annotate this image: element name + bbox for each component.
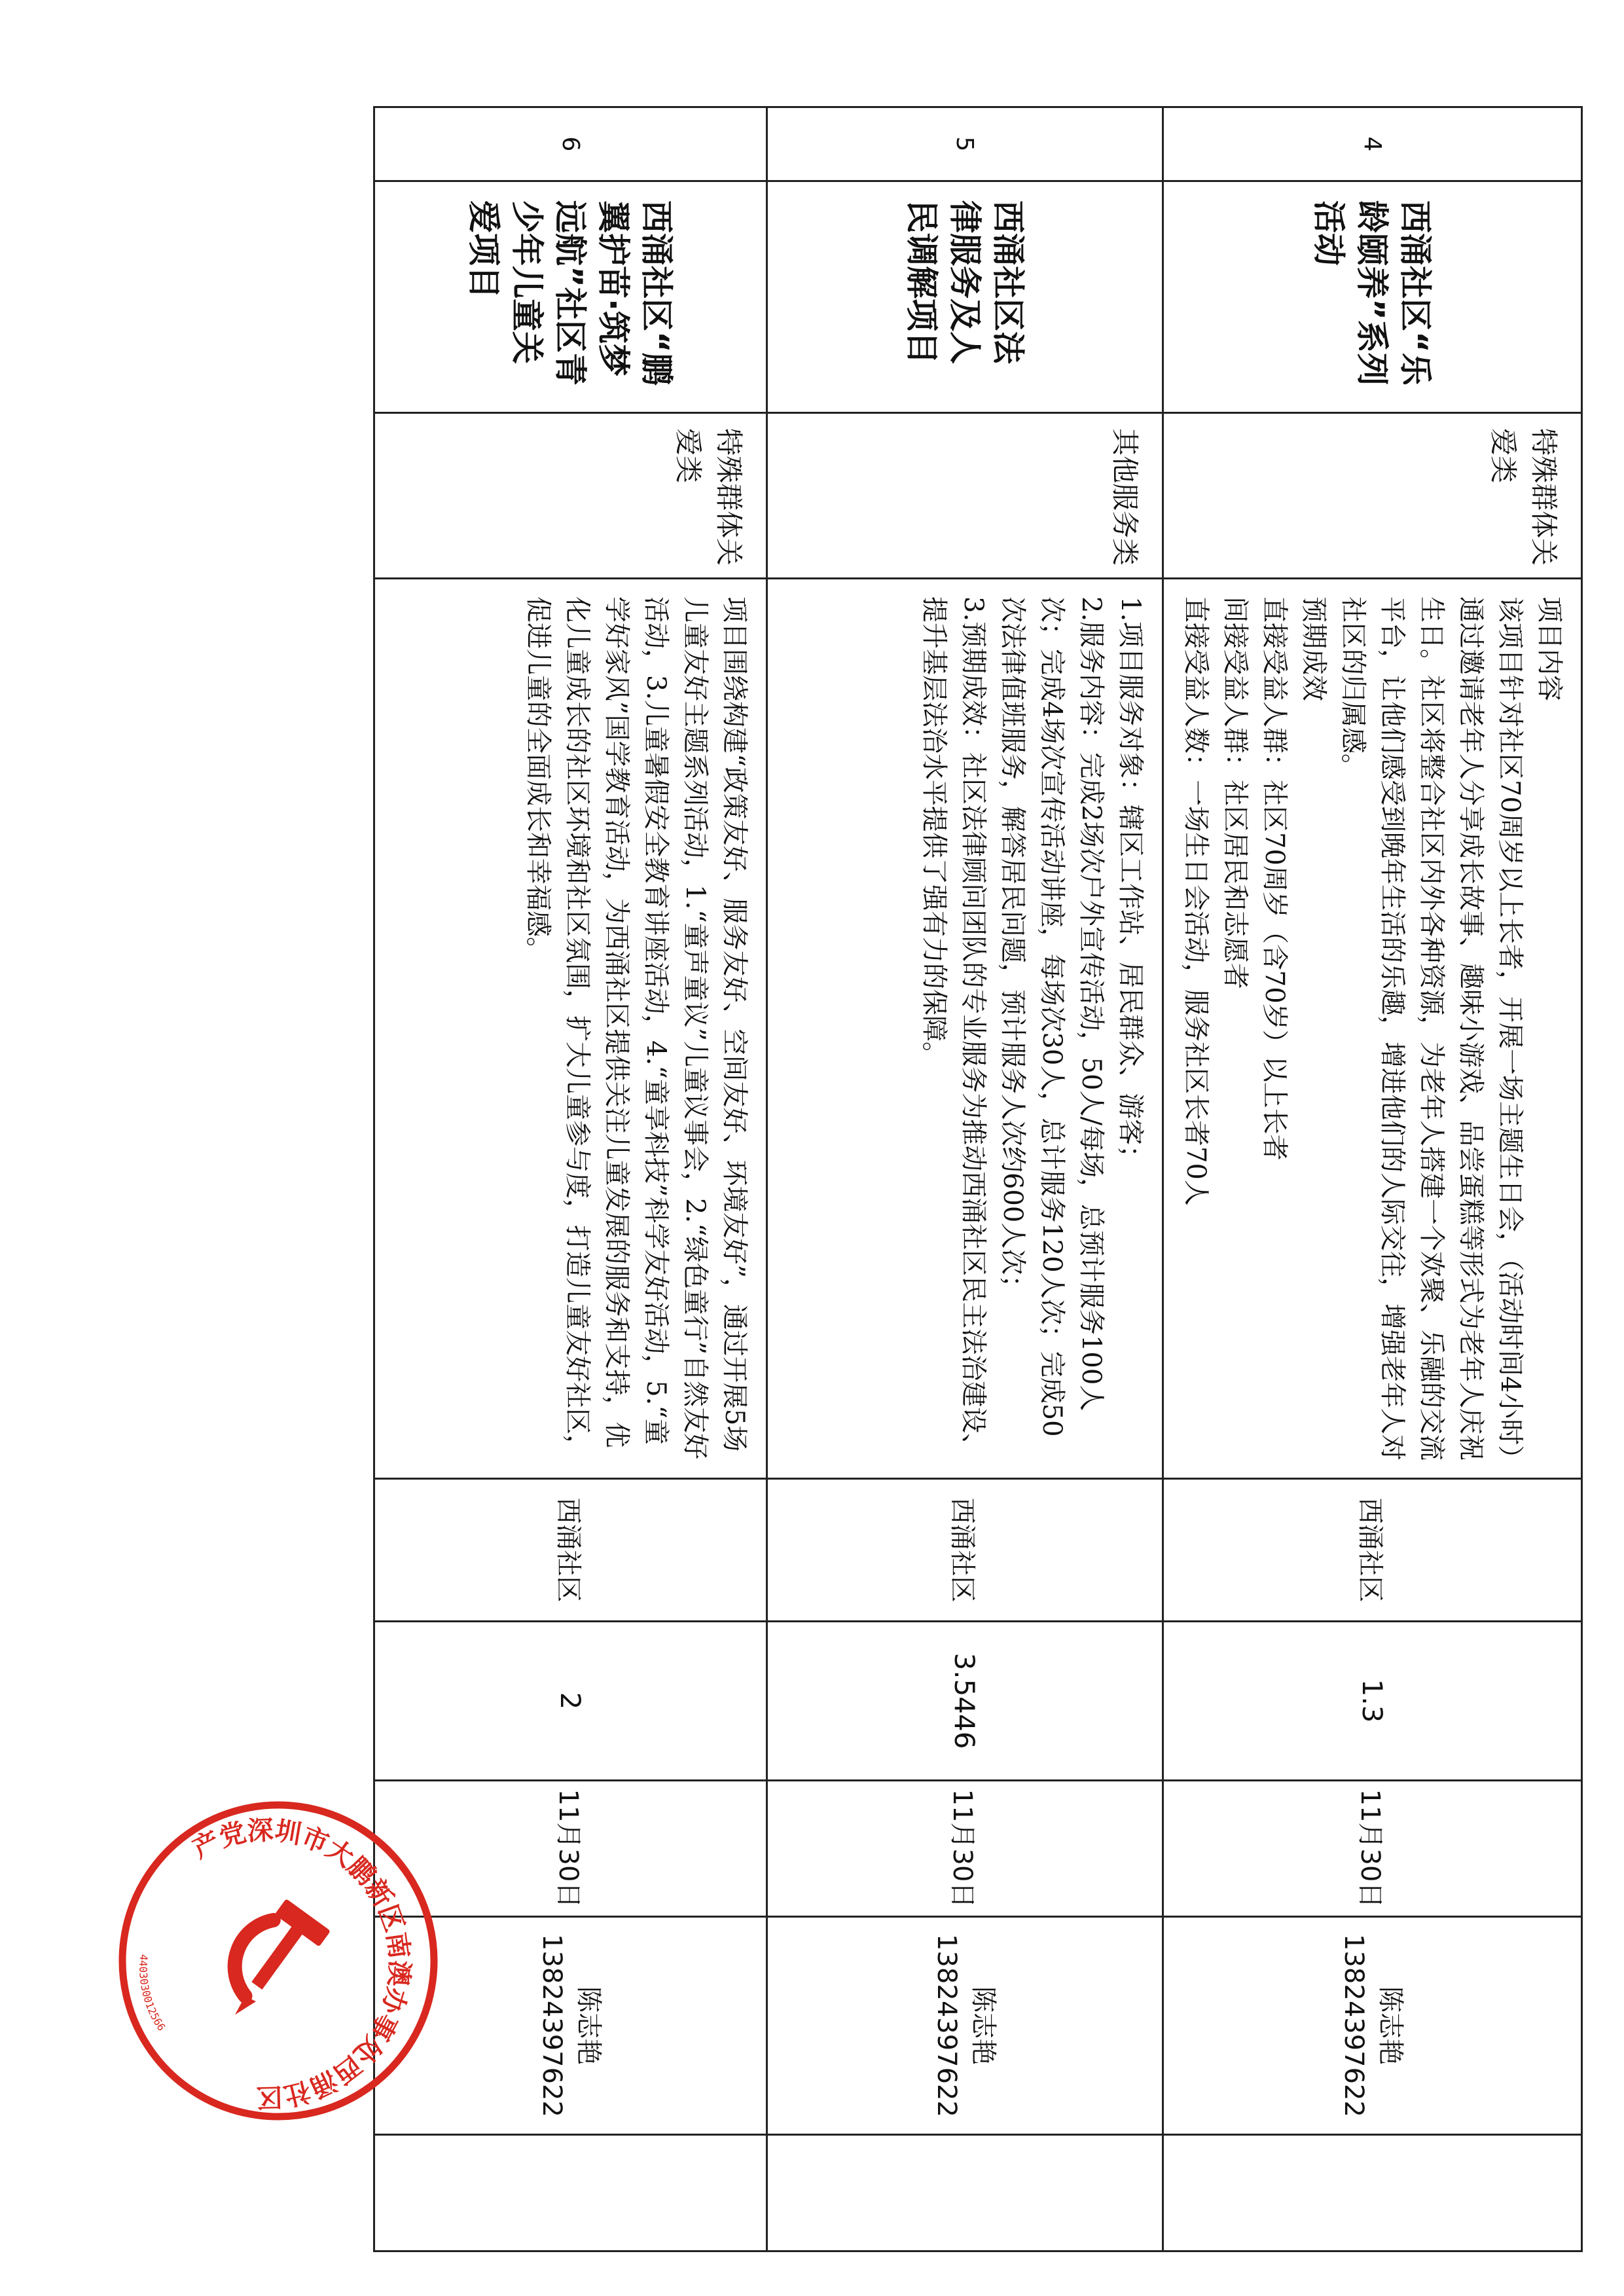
project-amount: 1.3 xyxy=(1163,1622,1582,1781)
content-line: 项目围绕构建“政策友好、服务友好、空间友好、环境友好”，通过开展5场儿童友好主题系列活动，1.“童声童议”儿童议事会，2.“绿色童行”自然友好活动，3.儿童暑假安全教育讲座活动，4.“童享科技”科学友好活动，5.“童学好家风”国学教育活动，为西涌社区提供关注儿童发展的服务和支持，优化儿童成长的社区环境和社区氛围，扩大儿童参与度，打造儿童友好社区，促进儿童的全面成长和幸福感。 xyxy=(523,596,749,1461)
empty-cell xyxy=(374,2135,767,2251)
project-amount: 3.5446 xyxy=(767,1622,1163,1781)
official-seal-stamp xyxy=(115,1797,442,2124)
empty-cell xyxy=(1163,2135,1582,2251)
seal-text: 中国共产党深圳市大鹏新区南澳办事处西涌社区委员会 xyxy=(188,1815,415,2113)
project-content xyxy=(374,579,767,1479)
contact-name: 陈志艳 xyxy=(1375,1986,1406,2065)
project-content xyxy=(1163,579,1582,1479)
content-line: 该项目针对社区70周岁以上长者，开展一场主题生日会，（活动时间4小时）通过邀请老年人分享成长故事、趣味小游戏、品尝蛋糕等形式为老年人庆祝生日。社区将整合社区内外各种资源，为老年人搭建一个欢聚、乐融的交流平台，让他们感受到晚年生活的乐趣，增进他们的人际交往，增强老年人对社区的归属感。 xyxy=(1338,596,1525,1461)
completion-date: 11月30日 xyxy=(1163,1781,1582,1917)
project-name: 西涌社区法律服务及人民调解项目 xyxy=(767,181,1163,413)
row-number: 4 xyxy=(1163,107,1582,181)
implementing-unit: 西涌社区 xyxy=(1163,1479,1582,1622)
hammer-sickle-icon xyxy=(211,1890,345,2014)
project-category: 特殊群体关爱类 xyxy=(1163,413,1582,579)
contact-phone: 13824397622 xyxy=(537,1934,568,2117)
contact-phone: 13824397622 xyxy=(1339,1934,1369,2117)
table-row xyxy=(767,107,1163,2251)
completion-date: 11月30日 xyxy=(374,1781,767,1917)
row-number: 5 xyxy=(767,107,1163,181)
project-category: 特殊群体关爱类 xyxy=(374,413,767,579)
contact-name: 陈志艳 xyxy=(573,1986,604,2065)
content-line: 项目内容 xyxy=(1534,596,1564,701)
table-row xyxy=(1163,107,1582,2251)
project-name: 西涌社区“鹏翼护苗·筑梦远航”社区青少年儿童关爱项目 xyxy=(374,181,767,413)
implementing-unit: 西涌社区 xyxy=(767,1479,1163,1622)
content-line: 直接受益人数：一场生日会活动，服务社区长者70人 xyxy=(1181,596,1211,1206)
content-line: 预期成效 xyxy=(1299,596,1329,701)
project-table-rotated xyxy=(375,106,1583,2136)
contact-phone: 13824397622 xyxy=(931,1934,962,2117)
content-line: 直接受益人群：社区70周岁（含70岁）以上长者 xyxy=(1259,596,1290,1161)
content-line: 1.项目服务对象：辖区工作站、居民群众、游客； xyxy=(1115,596,1146,1172)
implementing-unit: 西涌社区 xyxy=(374,1479,767,1622)
project-table xyxy=(373,106,1583,2252)
project-content xyxy=(767,579,1163,1479)
project-category: 其他服务类 xyxy=(767,413,1163,579)
contact-cell xyxy=(1163,1917,1582,2135)
seal-code: 4403030012566 xyxy=(137,1953,168,2033)
completion-date: 11月30日 xyxy=(767,1781,1163,1917)
content-line: 间接受益人群：社区居民和志愿者 xyxy=(1220,596,1250,989)
content-line: 3.预期成效：社区法律顾问团队的专业服务为推动西涌社区民主法治建设、提升基层法治水平提供了强有力的保障。 xyxy=(919,596,988,1460)
project-name: 西涌社区“乐龄颐养”系列活动 xyxy=(1163,181,1582,413)
contact-name: 陈志艳 xyxy=(968,1986,998,2065)
content-line: 2.服务内容：完成2场次户外宣传活动，50人/每场，总预计服务100人次；完成4场次宣传活动讲座，每场次30人，总计服务120人次；完成50次法律值班服务，解答居民问题，预计服务人次约600人次； xyxy=(998,596,1106,1437)
empty-cell xyxy=(767,2135,1163,2251)
row-number: 6 xyxy=(374,107,767,181)
contact-cell xyxy=(767,1917,1163,2135)
project-amount: 2 xyxy=(374,1622,767,1781)
